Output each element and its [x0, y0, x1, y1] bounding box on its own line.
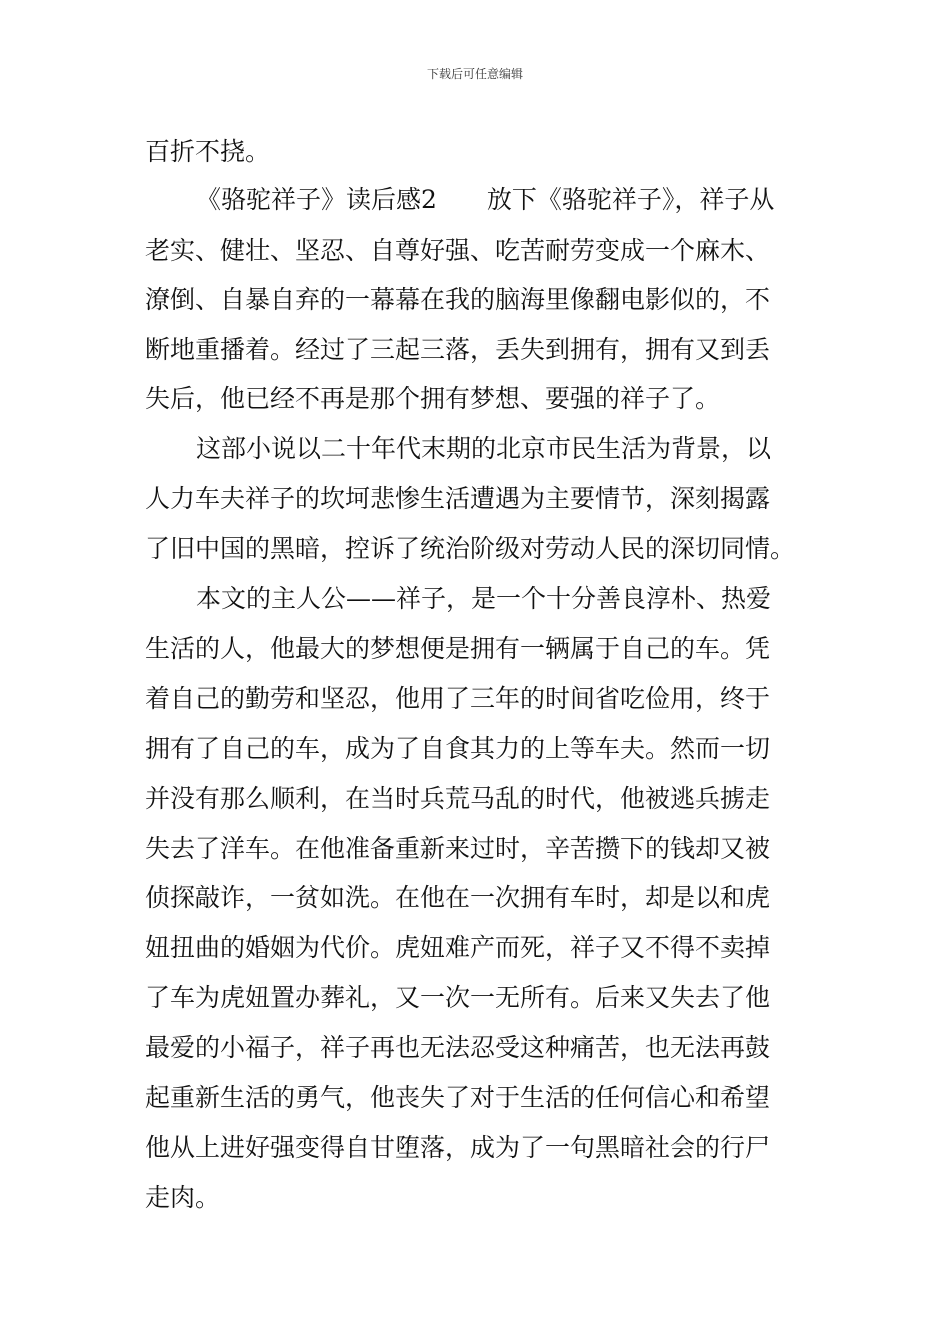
- text-line: 并没有那么顺利，在当时兵荒马乱的时代，他被逃兵掳走: [145, 784, 771, 813]
- text-line: 侦探敲诈，一贫如洗。在他在一次拥有车时，却是以和虎: [145, 883, 771, 912]
- text-line: 生活的人，他最大的梦想便是拥有一辆属于自己的车。凭: [145, 634, 771, 663]
- text-line: 着自己的勤劳和坚忍，他用了三年的时间省吃俭用，终于: [145, 684, 771, 713]
- text-line: 本文的主人公——祥子，是一个十分善良淳朴、热爱: [196, 584, 772, 613]
- text-line: 妞扭曲的婚姻为代价。虎妞难产而死，祥子又不得不卖掉: [145, 933, 771, 962]
- text-line: 人力车夫祥子的坎坷悲惨生活遭遇为主要情节，深刻揭露: [145, 484, 771, 513]
- text-line: 他从上进好强变得自甘堕落，成为了一句黑暗社会的行尸: [145, 1133, 771, 1162]
- text-line: 失后，他已经不再是那个拥有梦想、要强的祥子了。: [145, 384, 721, 413]
- text-line: 最爱的小福子，祥子再也无法忍受这种痛苦，也无法再鼓: [145, 1033, 771, 1062]
- text-line: 百折不挠。: [145, 137, 271, 166]
- text-line: 走肉。: [145, 1183, 221, 1212]
- text-line: 了旧中国的黑暗，控诉了统治阶级对劳动人民的深切同情。: [145, 534, 796, 563]
- text-line: 这部小说以二十年代末期的北京市民生活为背景，以: [196, 434, 772, 463]
- text-line: 断地重播着。经过了三起三落，丢失到拥有，拥有又到丢: [145, 335, 771, 364]
- text-line: 拥有了自己的车，成为了自食其力的上等车夫。然而一切: [145, 734, 771, 763]
- text-line: 了车为虎妞置办葬礼，又一次一无所有。后来又失去了他: [145, 983, 771, 1012]
- text-line: 《骆驼祥子》读后感2 放下《骆驼祥子》，祥子从: [196, 185, 775, 214]
- text-line: 老实、健壮、坚忍、自尊好强、吃苦耐劳变成一个麻木、: [145, 236, 771, 265]
- text-line: 起重新生活的勇气，他丧失了对于生活的任何信心和希望: [145, 1083, 771, 1112]
- text-line: 失去了洋车。在他准备重新来过时，辛苦攒下的钱却又被: [145, 834, 771, 863]
- page-header: 下载后可任意编辑: [426, 67, 523, 81]
- text-line: 潦倒、自暴自弃的一幕幕在我的脑海里像翻电影似的，不: [145, 285, 771, 314]
